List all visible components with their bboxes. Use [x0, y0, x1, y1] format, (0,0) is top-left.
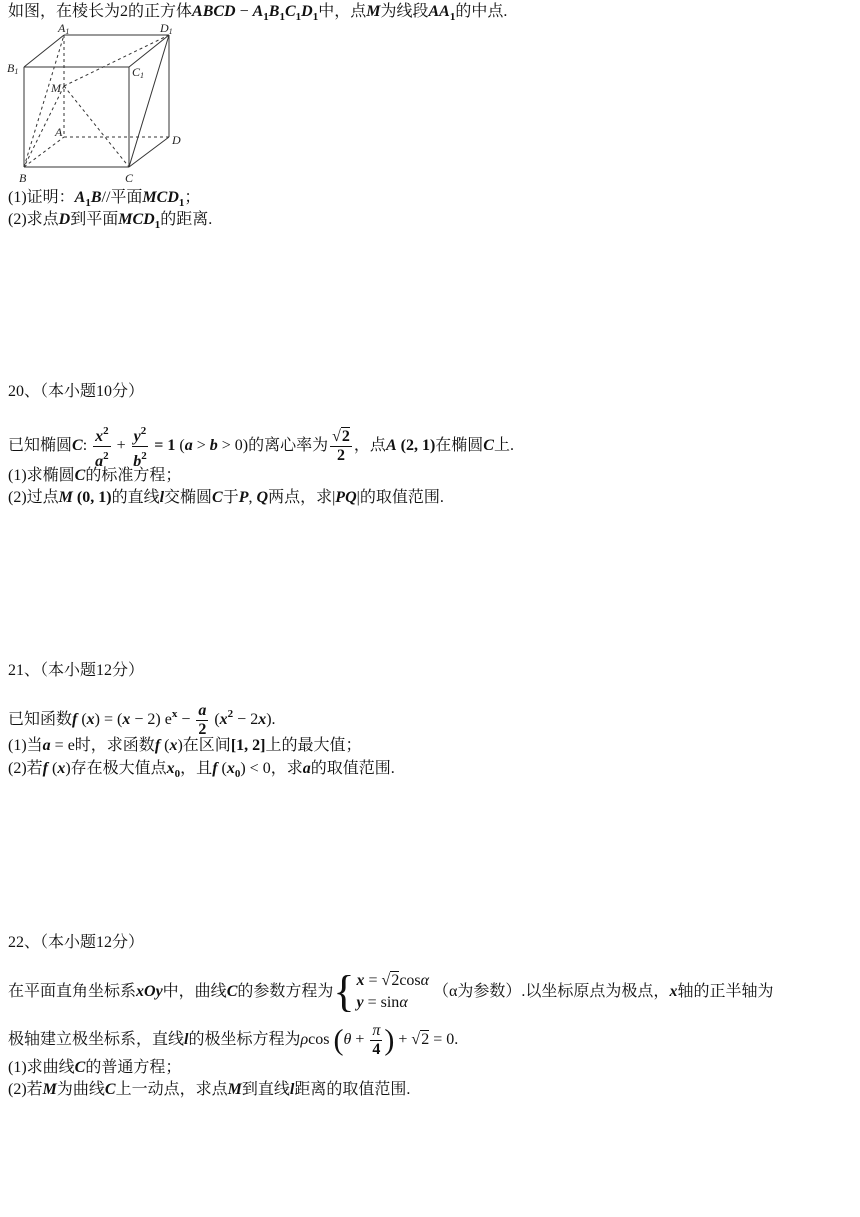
label-C: C [125, 171, 134, 185]
q19-part1: (1)证明：$A_1B//$平面$MCD_1$； [8, 189, 201, 209]
label-C1: C1 [132, 65, 145, 80]
label-A1: A1 [58, 21, 70, 36]
label-B: B [19, 171, 27, 185]
q20-header: 20、（本小题10分） [8, 383, 145, 400]
q19-intro: 如图，在棱长为2的正方体ABCD − $A_1B_1C_1D_1$中，点M为线段$AA_1$的中点. [8, 3, 508, 23]
label-B1: B1 [7, 61, 19, 76]
q21-header: 21、（本小题12分） [8, 662, 145, 679]
q22-intro: 在平面直角坐标系xOy中，曲线C的参数方程为{ x = √2cosα y = sinα （α为参数）.以坐标原点为极点，x轴的正半轴为 [8, 967, 774, 1017]
q22-header: 22、（本小题12分） [8, 934, 145, 951]
label-M: M [51, 81, 61, 95]
q19-part2: (2)求点D到平面$MCD_1$的距离. [8, 211, 213, 231]
cube-figure [4, 20, 194, 185]
label-D1: D1 [160, 21, 173, 36]
q20-part1: (1)求椭圆C的标准方程； [8, 467, 182, 484]
q22-part2: (2)若M为曲线C上一动点，求点M到直线l距离的取值范围. [8, 1081, 411, 1098]
q22-line2: 极轴建立极坐标系，直线l的极坐标方程为ρcos (θ + $\frac{\pi}{4}$ ) + √2 = 0. [8, 1021, 459, 1058]
label-D: D [172, 133, 181, 147]
q20-intro: 已知椭圆C: $\frac{x^2}{a^2}$ + $\frac{y^2}{b^2}$ = 1 (a > b > 0)的离心率为 $\frac{√2}{2}$ ，点A (2, 1)在椭圆C上. [8, 422, 514, 471]
q20-part2: (2)过点M (0, 1)的直线l交椭圆C于P, Q两点，求|PQ|的取值范围. [8, 489, 444, 506]
q22-part1: (1)求曲线C的普通方程； [8, 1059, 182, 1076]
q21-part1: (1)当a = e时，求函数f (x)在区间[1, 2]上的最大值； [8, 737, 362, 754]
q21-part2: (2)若f (x)存在极大值点$x_0$，且f $(x_0) < 0$，求a的取值范围. [8, 760, 395, 780]
q21-intro: 已知函数f (x) = (x − 2) $e^x$ − $\frac{a}{2}$ $(x^2 - 2x)$. [8, 701, 276, 738]
label-A: A [55, 125, 63, 139]
